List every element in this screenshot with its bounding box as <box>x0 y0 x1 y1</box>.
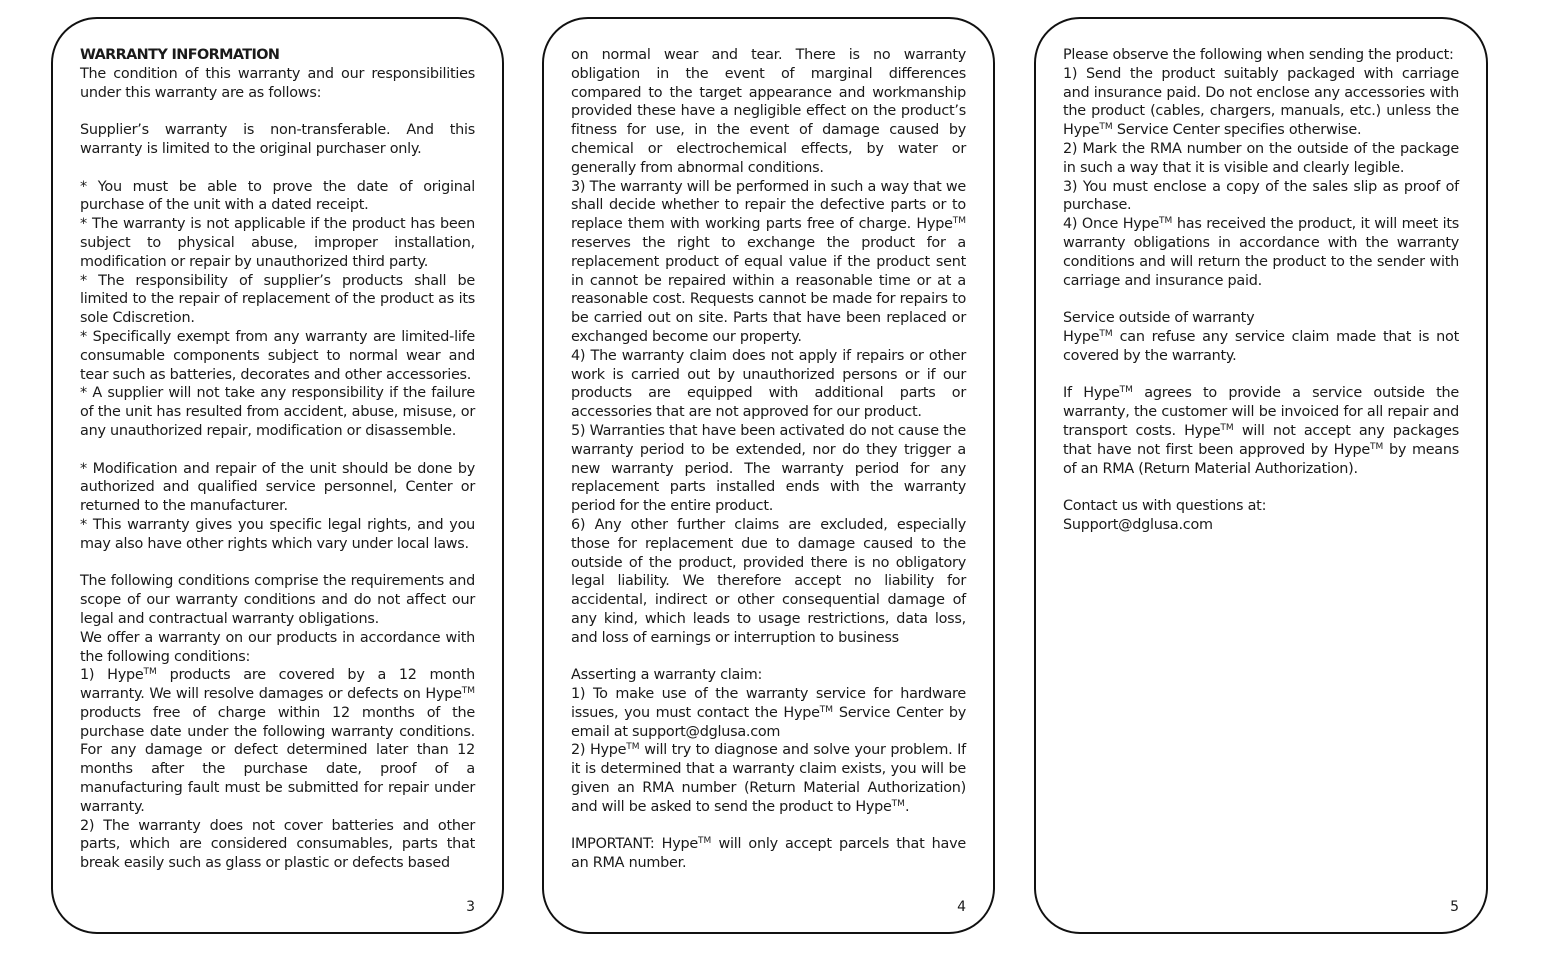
paragraph: The condition of this warranty and our responsibilities under this warranty are as follows: <box>80 65 475 101</box>
paragraph: 4) Once Hype™ has received the product, it will meet its warranty obligations in accordance with the warranty conditions and will return the product to the sender with carriage and insurance paid. <box>1063 216 1459 289</box>
manual-page-3 <box>51 17 504 934</box>
paragraph: 6) Any other further claims are excluded, especially those for replacement due to damage caused to the outside of the product, provided there is no obligatory legal liability. We therefore accept no liability for accidental, indirect or other consequential damage of any kind, which leads to usage restrictions, data loss, and loss of earnings or interruption to business <box>571 516 966 646</box>
page-number: 4 <box>957 899 966 915</box>
page-5-text <box>1063 46 1459 535</box>
paragraph-spacer <box>80 554 475 573</box>
trademark-mark: TM <box>1370 441 1384 452</box>
paragraph: IMPORTANT: Hype™ will only accept parcels that have an RMA number. <box>571 836 966 872</box>
trademark-mark: TM <box>1099 122 1113 133</box>
page-number: 5 <box>1450 899 1459 915</box>
paragraph-spacer <box>571 648 966 667</box>
paragraph: * You must be able to prove the date of original purchase of the unit with a dated receipt. <box>80 178 475 214</box>
trademark-mark: TM <box>1159 216 1173 227</box>
section-heading: WARRANTY INFORMATION <box>80 47 280 63</box>
paragraph: 2) Hype™ will try to diagnose and solve your problem. If it is determined that a warranty claim exists, you will be given an RMA number (Return Material Authorization) and will be asked to send the product to Hype™. <box>571 742 966 815</box>
manual-page-5 <box>1034 17 1488 934</box>
paragraph: 1) Hype™ products are covered by a 12 month warranty. We will resolve damages or defects on Hype™ products free of charge within 12 months of the purchase date under the following warranty conditions. For any damage or defect determined later than 12 months after the purchase date, proof of a manufacturing fault must be submitted for repair under warranty. <box>80 667 475 815</box>
trademark-mark: TM <box>461 686 475 697</box>
paragraph-spacer <box>571 817 966 836</box>
manual-page-4 <box>542 17 995 934</box>
paragraph-spacer <box>80 441 475 460</box>
paragraph-spacer <box>1063 290 1459 309</box>
paragraph: 3) The warranty will be performed in such a way that we shall decide whether to repair the defective parts or to replace them with working parts free of charge. Hype™ reserves the right to exchange the product for a replacement product of equal value if the product sent in cannot be repaired within a reasonable time or at a reasonable cost. Requests cannot be made for repairs to be carried out on site. Parts that have been replaced or exchanged become our property. <box>571 178 967 345</box>
paragraph: If Hype™ agrees to provide a service outside the warranty, the customer will be invoiced for all repair and transport costs. Hype™ will not accept any packages that have not first been approved by Hype™ by means of an RMA (Return Material Authorization). <box>1063 385 1459 477</box>
paragraph: 3) You must enclose a copy of the sales slip as proof of purchase. <box>1063 178 1459 214</box>
paragraph-spacer <box>1063 366 1459 385</box>
paragraph-spacer <box>80 102 475 121</box>
paragraph: Support@dglusa.com <box>1063 516 1213 533</box>
paragraph: * This warranty gives you specific legal rights, and you may also have other rights which vary under local laws. <box>80 516 475 552</box>
page-3-text <box>80 46 475 873</box>
paragraph: 4) The warranty claim does not apply if repairs or other work is carried out by unauthorized persons or if our products are equipped with additional parts or accessories that are not approved for our product. <box>571 347 966 421</box>
trademark-mark: TM <box>952 216 966 227</box>
paragraph: We offer a warranty on our products in accordance with the following conditions: <box>80 629 475 665</box>
paragraph-spacer <box>80 159 475 178</box>
trademark-mark: TM <box>1119 385 1133 396</box>
paragraph: Hype™ can refuse any service claim made that is not covered by the warranty. <box>1063 328 1459 364</box>
paragraph: 2) Mark the RMA number on the outside of the package in such a way that it is visible and clearly legible. <box>1063 140 1459 176</box>
page-number: 3 <box>466 899 475 915</box>
paragraph: 1) To make use of the warranty service for hardware issues, you must contact the Hype™ Service Center by email at support@dglusa.com <box>571 686 966 740</box>
paragraph: * A supplier will not take any responsibility if the failure of the unit has resulted from accident, abuse, misuse, or any unauthorized repair, modification or disassemble. <box>80 385 475 439</box>
paragraph: 1) Send the product suitably packaged with carriage and insurance paid. Do not enclose any accessories with the product (cables, chargers, manuals, etc.) unless the Hype™ Service Center specifies otherwise. <box>1063 65 1459 139</box>
trademark-mark: TM <box>626 742 640 753</box>
paragraph: Contact us with questions at: <box>1063 498 1267 515</box>
page-4-text <box>571 46 966 873</box>
paragraph: * Specifically exempt from any warranty are limited-life consumable components subject to normal wear and tear such as batteries, decorates and other accessories. <box>80 328 475 383</box>
trademark-mark: TM <box>697 836 712 847</box>
paragraph: * Modification and repair of the unit should be done by authorized and qualified service personnel, Center or returned to the manufacturer. <box>80 460 475 515</box>
trademark-mark: TM <box>1099 328 1113 339</box>
trademark-mark: TM <box>143 667 157 678</box>
paragraph: 5) Warranties that have been activated do not cause the warranty period to be extended, nor do they trigger a new warranty period. The warranty period for any replacement parts installed ends with the warranty period for the entire product. <box>571 422 966 515</box>
paragraph: * The responsibility of supplier’s products shall be limited to the repair of replacement of the product as its sole Cdiscretion. <box>80 272 475 327</box>
paragraph-spacer <box>1063 478 1459 497</box>
trademark-mark: TM <box>1220 422 1234 433</box>
paragraph: 2) The warranty does not cover batteries and other parts, which are considered consumables, parts that break easily such as glass or plastic or defects based <box>80 817 475 872</box>
trademark-mark: TM <box>891 798 905 809</box>
paragraph: Supplier’s warranty is non-transferable. And this warranty is limited to the original purchaser only. <box>80 122 475 157</box>
paragraph: on normal wear and tear. There is no warranty obligation in the event of marginal differences compared to the target appearance and workmanship provided these have a negligible effect on the product’s fitness for use, in the event of damage caused by chemical or electrochemical effects, by water or generally from abnormal conditions. <box>571 47 966 176</box>
paragraph: Asserting a warranty claim: <box>571 667 763 684</box>
trademark-mark: TM <box>819 704 833 715</box>
paragraph: Service outside of warranty <box>1063 310 1255 327</box>
paragraph: * The warranty is not applicable if the product has been subject to physical abuse, improper installation, modification or repair by unauthorized third party. <box>80 216 475 270</box>
paragraph: The following conditions comprise the requirements and scope of our warranty conditions and do not affect our legal and contractual warranty obligations. <box>80 573 475 627</box>
paragraph: Please observe the following when sending the product: <box>1063 47 1454 63</box>
